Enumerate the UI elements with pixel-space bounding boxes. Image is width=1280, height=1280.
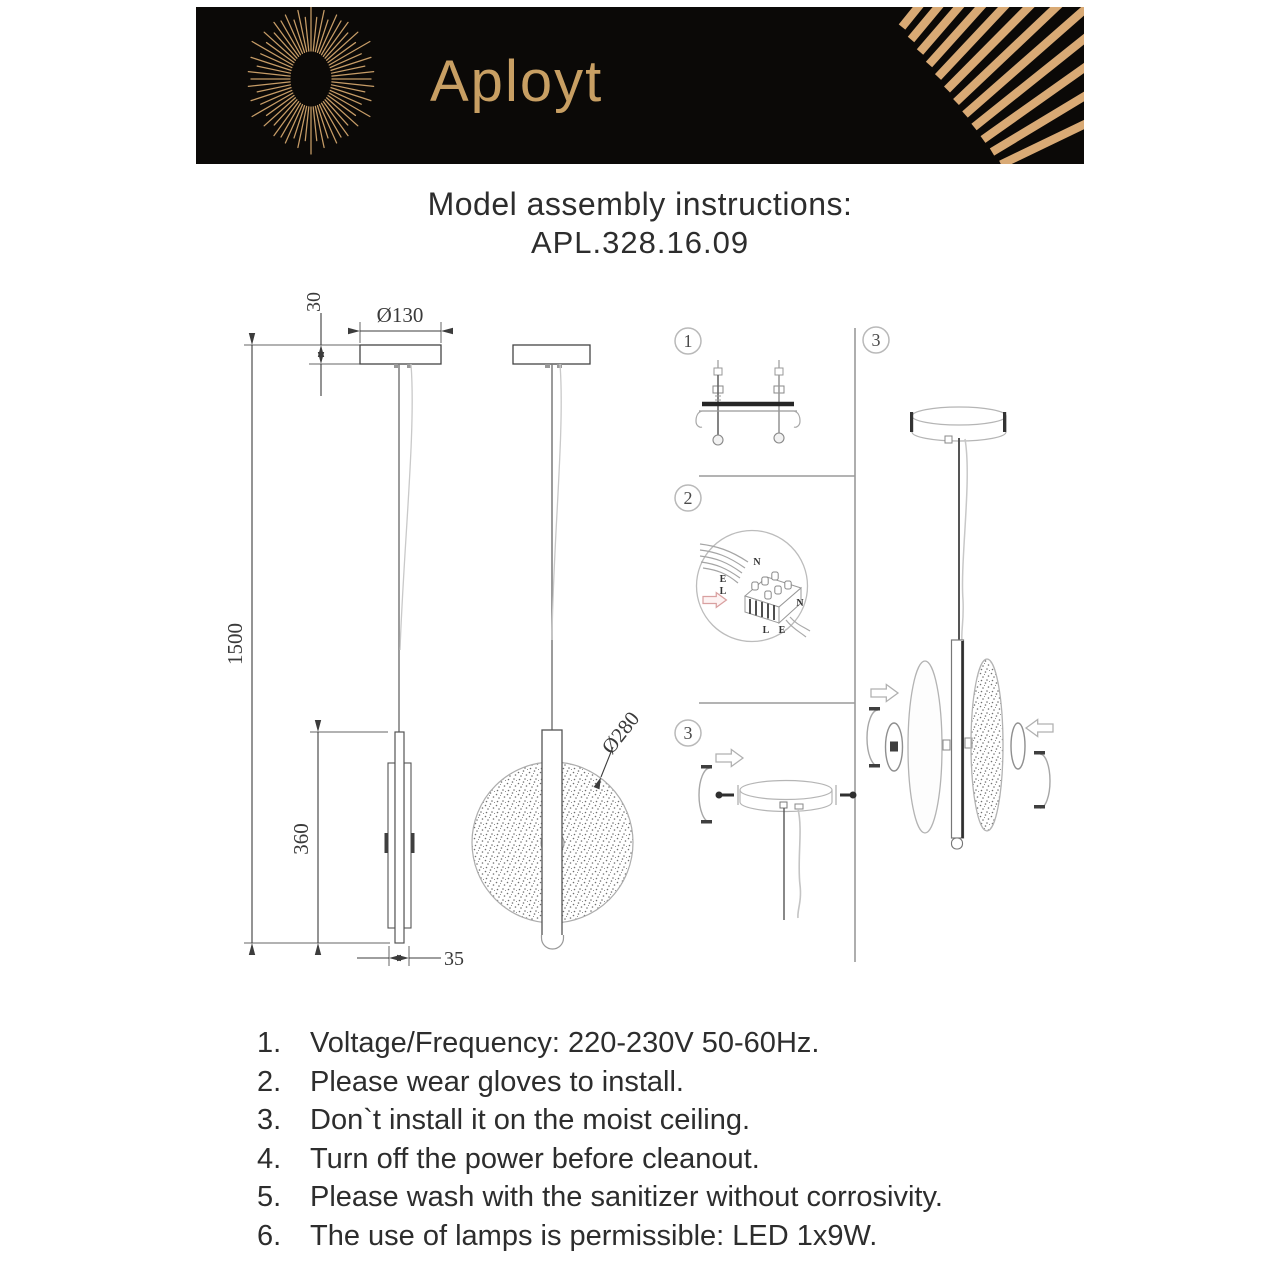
assembly-steps-panel xyxy=(675,327,889,962)
step-2-badge xyxy=(675,485,701,511)
instruction-number: 5. xyxy=(257,1181,282,1214)
instruction-number: 3. xyxy=(257,1104,282,1137)
wire-label-n: N xyxy=(753,557,761,568)
instruction-number: 2. xyxy=(257,1065,282,1098)
instruction-number: 6. xyxy=(257,1219,282,1252)
step-1-badge xyxy=(675,328,701,354)
dim-disc-diameter-label: Ø280 xyxy=(596,706,645,759)
instruction-text: Please wash with the sanitizer without corrosivity. xyxy=(310,1181,943,1214)
dim-fixture-height-label: 360 xyxy=(289,823,313,855)
rotate-arrow-icon xyxy=(1034,751,1050,809)
dim-drop-length-label: 1500 xyxy=(223,623,247,665)
direction-arrow-icon xyxy=(871,684,898,701)
dim-canopy-height-label: 30 xyxy=(303,292,325,312)
wire-label-n-right: N xyxy=(796,598,804,609)
instruction-text: Don`t install it on the moist ceiling. xyxy=(310,1104,751,1137)
step3-disc-assembly-diagram xyxy=(867,407,1053,849)
instruction-item xyxy=(257,1140,943,1179)
side-screw-icon xyxy=(716,785,739,805)
side-screw-icon xyxy=(836,785,857,805)
instruction-item xyxy=(257,1063,943,1102)
instruction-item xyxy=(257,1024,943,1063)
rotate-arrow-icon xyxy=(699,765,712,824)
step-3-right-badge xyxy=(863,327,889,353)
page-title: Model assembly instructions: xyxy=(427,186,853,222)
svg-text:2: 2 xyxy=(683,488,693,508)
step2-wiring-diagram xyxy=(697,531,811,642)
step1-bracket-diagram xyxy=(696,360,800,445)
instruction-text: Turn off the power before cleanout. xyxy=(310,1142,760,1175)
wire-label-e: E xyxy=(719,574,727,585)
side-view-drawing xyxy=(223,292,464,970)
dim-fixture-thickness-label: 35 xyxy=(444,948,464,970)
brand-wordmark: Aployt xyxy=(430,49,604,114)
direction-arrow-left-icon xyxy=(1026,719,1053,736)
instruction-text: Voltage/Frequency: 220-230V 50-60Hz. xyxy=(310,1027,820,1059)
step3-canopy-diagram xyxy=(699,749,857,920)
step-3-badge xyxy=(675,720,701,746)
instruction-text: The use of lamps is permissible: LED 1x9W. xyxy=(310,1219,878,1252)
wire-label-e-bottom: E xyxy=(778,625,786,636)
instruction-number: 1. xyxy=(257,1027,282,1059)
instruction-item xyxy=(257,1217,943,1256)
mounting-screw-icon xyxy=(774,360,784,443)
wire-label-l-bottom: L xyxy=(762,625,770,636)
wire-label-l: L xyxy=(719,586,727,597)
instructions-list xyxy=(257,1024,943,1256)
direction-arrow-icon xyxy=(716,749,743,766)
rotate-arrow-icon xyxy=(867,707,880,768)
model-number: APL.328.16.09 xyxy=(530,225,750,260)
dim-canopy-diameter-label: Ø130 xyxy=(376,303,424,327)
instruction-item xyxy=(257,1178,943,1217)
instruction-item xyxy=(257,1101,943,1140)
front-view-drawing xyxy=(472,345,644,949)
svg-text:1: 1 xyxy=(683,331,693,351)
svg-text:3: 3 xyxy=(871,330,881,350)
instruction-number: 4. xyxy=(257,1142,282,1175)
svg-text:3: 3 xyxy=(683,723,693,743)
instruction-text: Please wear gloves to install. xyxy=(310,1065,684,1098)
